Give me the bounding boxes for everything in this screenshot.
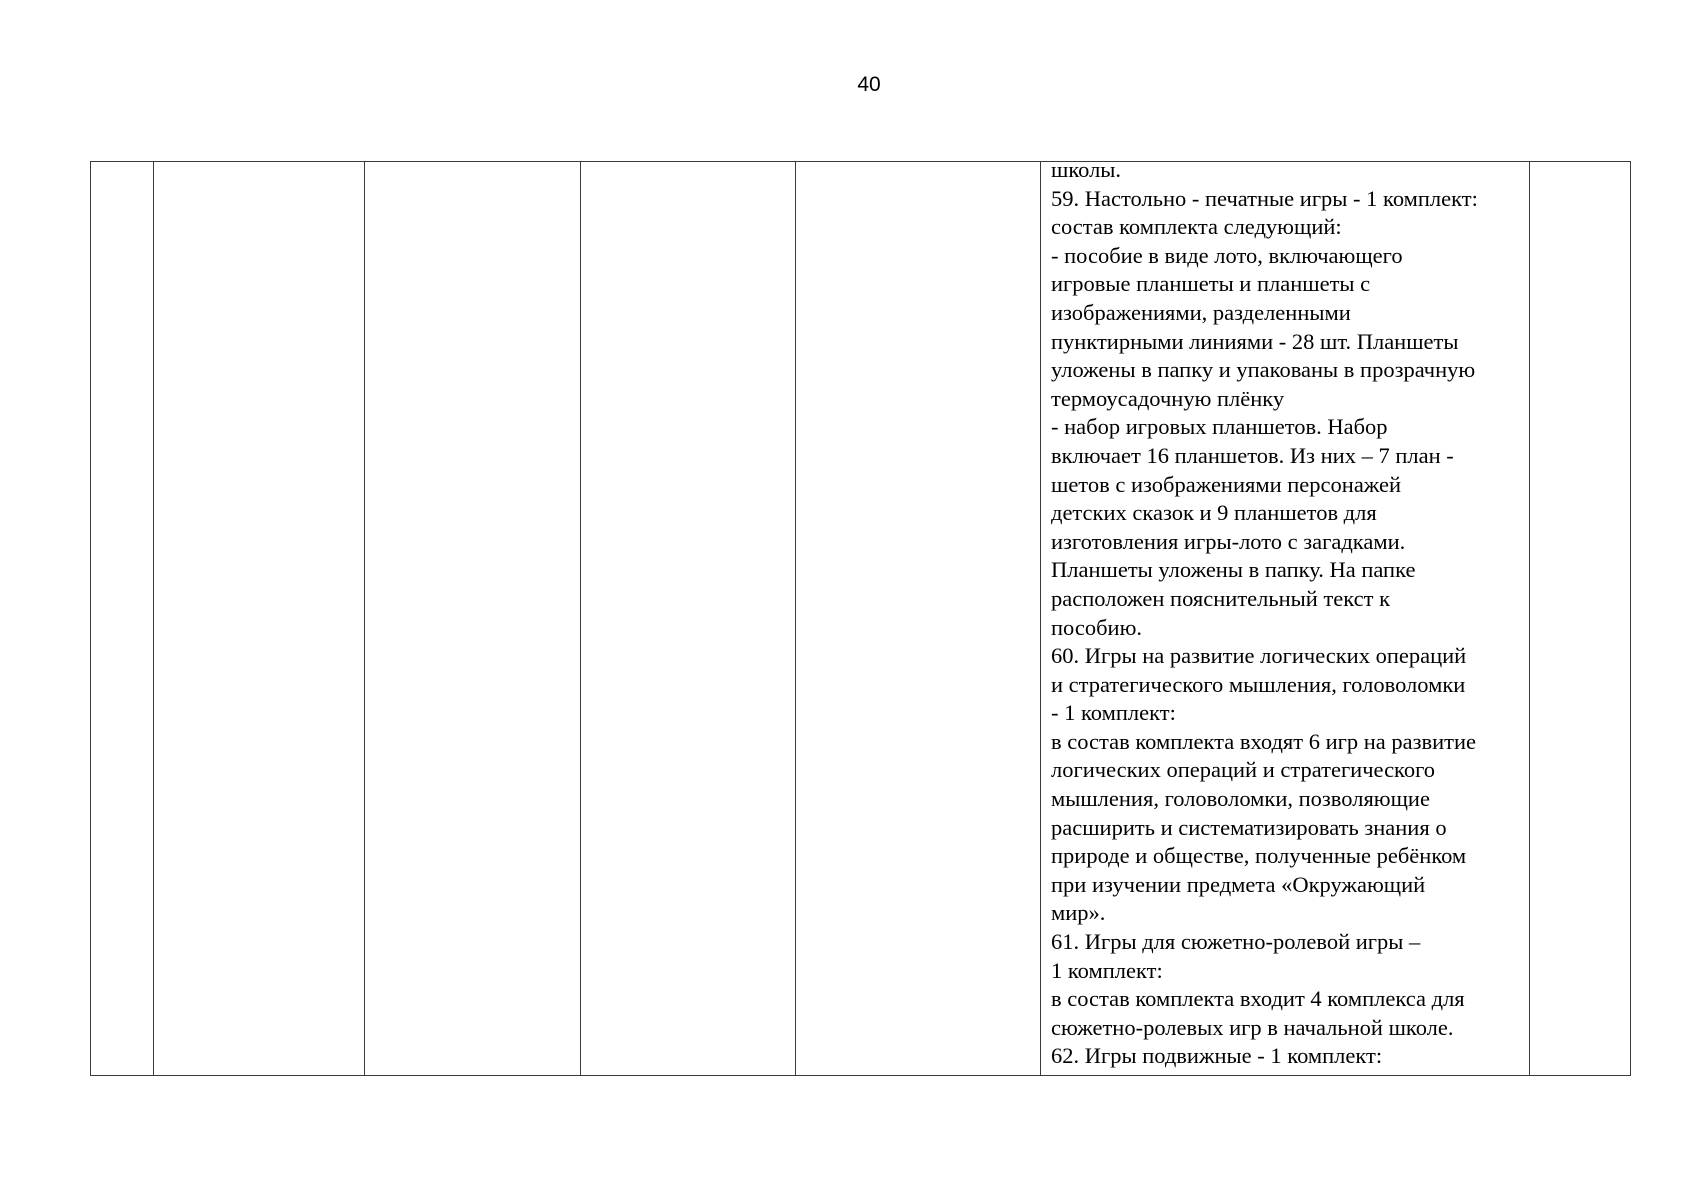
description-line: детских сказок и 9 планшетов для — [1051, 500, 1377, 526]
table-cell-col7 — [1530, 162, 1631, 1076]
description-line: в состав комплекта входят 6 игр на развитие — [1051, 728, 1477, 754]
equipment-description-text — [1041, 156, 1529, 1075]
table-cell-col4 — [581, 162, 796, 1076]
description-line: мышления, головоломки, позволяющие — [1051, 786, 1430, 812]
description-line: изображениями, разделенными — [1051, 299, 1351, 325]
table-cell-number — [91, 162, 154, 1076]
page-number: 40 — [857, 73, 881, 96]
description-line: 1 комплект: — [1051, 957, 1163, 983]
table-cell-col2 — [154, 162, 365, 1076]
description-line: термоусадочную плёнку — [1051, 385, 1285, 411]
description-line: логических операций и стратегического — [1051, 757, 1436, 783]
description-line: пособию. — [1051, 614, 1143, 640]
description-line: сюжетно-ролевых игр в начальной школе. — [1051, 1014, 1454, 1040]
description-line: уложены в папку и упакованы в прозрачную — [1051, 357, 1476, 383]
table-cell-col5 — [796, 162, 1041, 1076]
description-line: расширить и систематизировать знания о — [1051, 814, 1447, 840]
description-line: расположен пояснительный текст к — [1051, 585, 1391, 611]
description-line: изготовления игры-лото с загадками. — [1051, 528, 1406, 554]
table-row — [91, 162, 1631, 1076]
description-line: - 1 комплект: — [1051, 700, 1176, 726]
description-line: природе и обществе, полученные ребёнком — [1051, 843, 1467, 869]
description-line: 61. Игры для сюжетно-ролевой игры – — [1051, 929, 1421, 955]
description-line: в состав комплекта входит 4 комплекса для — [1051, 986, 1465, 1012]
description-line: - пособие в виде лото, включающего — [1051, 242, 1403, 268]
equipment-table — [90, 157, 1631, 1076]
table-cell-equipment-description — [1041, 157, 1530, 1076]
table-cell-col3 — [365, 162, 581, 1076]
description-line: состав комплекта следующий: — [1051, 214, 1342, 240]
description-line: Планшеты уложены в папку. На папке — [1051, 557, 1416, 583]
description-line: школы. — [1051, 157, 1122, 182]
description-line: шетов с изображениями персонажей — [1051, 471, 1402, 497]
description-line: игровые планшеты и планшеты с — [1051, 271, 1371, 297]
description-line: и стратегического мышления, головоломки — [1051, 671, 1466, 697]
description-line: включает 16 планшетов. Из них – 7 план - — [1051, 442, 1454, 468]
description-line: мир». — [1051, 900, 1106, 926]
description-line: при изучении предмета «Окружающий — [1051, 871, 1426, 897]
description-line: 60. Игры на развитие логических операций — [1051, 643, 1467, 669]
description-line: пунктирными линиями - 28 шт. Планшеты — [1051, 328, 1459, 354]
description-line: 59. Настольно - печатные игры - 1 комплект: — [1051, 185, 1478, 211]
description-line: 62. Игры подвижные - 1 комплект: — [1051, 1043, 1383, 1069]
description-line: - набор игровых планшетов. Набор — [1051, 414, 1388, 440]
